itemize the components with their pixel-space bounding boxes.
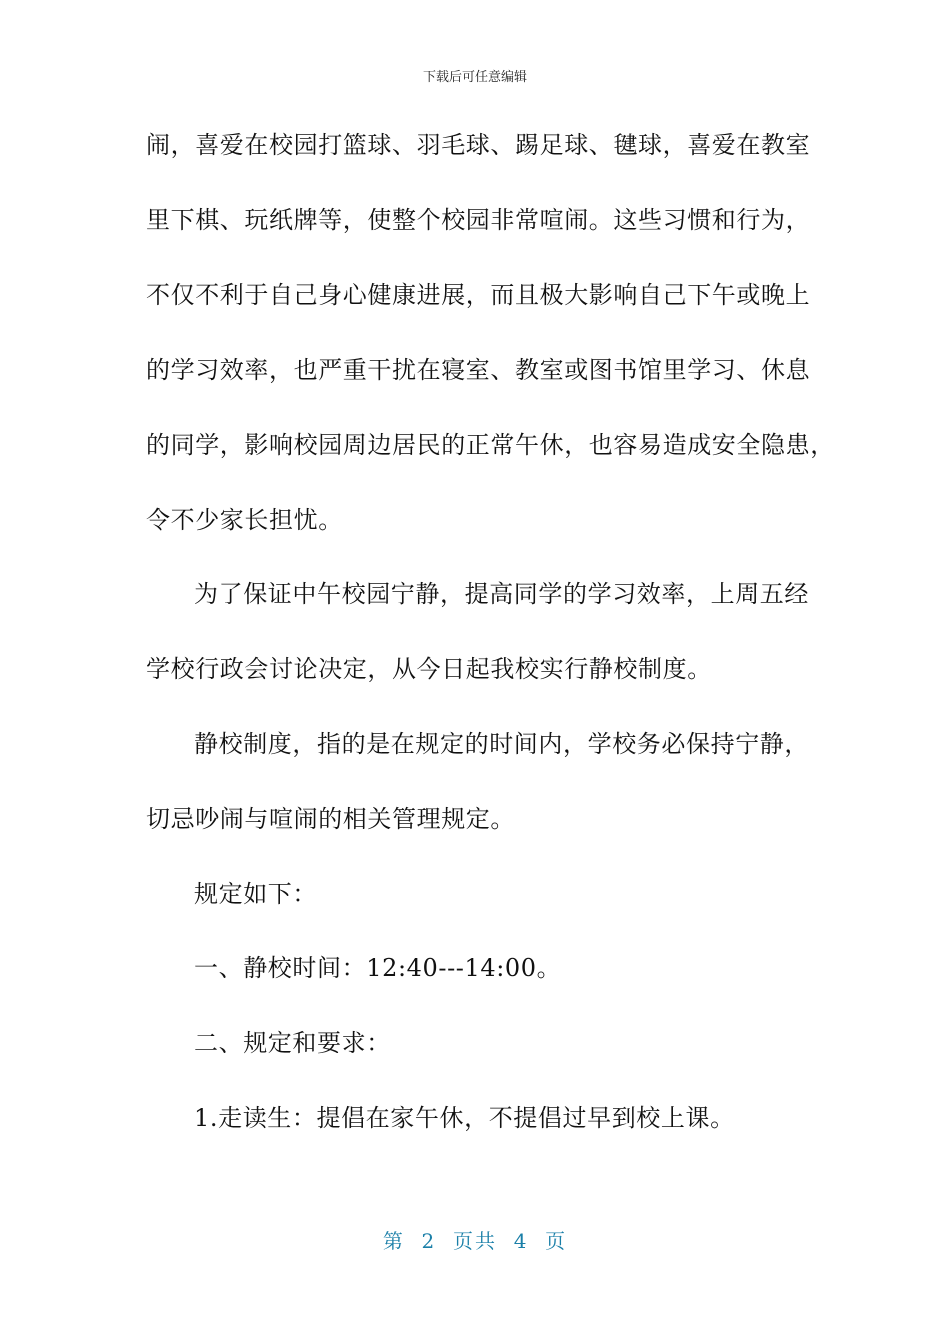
paragraph-start-line: 为了保证中午校园宁静，提高同学的学习效率，上周五经 — [194, 580, 809, 608]
text-line: 学校行政会讨论决定，从今日起我校实行静校制度。 — [146, 655, 712, 683]
text-line: 的同学，影响校园周边居民的正常午休，也容易造成安全隐患， — [146, 431, 835, 459]
text-line: 的学习效率，也严重干扰在寝室、教室或图书馆里学习、休息 — [146, 356, 811, 384]
text-line: 里下棋、玩纸牌等，使整个校园非常喧闹。这些习惯和行为， — [146, 206, 811, 234]
text-line: 闹，喜爱在校园打篮球、羽毛球、踢足球、毽球，喜爱在教室 — [146, 131, 811, 159]
page-number-footer: 第 2 页共 4 页 — [382, 1229, 568, 1253]
text-line: 切忌吵闹与喧闹的相关管理规定。 — [146, 805, 515, 833]
rule-subitem: 1.走读生：提倡在家午休，不提倡过早到校上课。 — [194, 1104, 735, 1132]
page-header: 下载后可任意编辑 — [422, 70, 527, 85]
section-heading: 规定如下： — [194, 880, 317, 908]
rule-item: 二、规定和要求： — [194, 1029, 391, 1057]
text-line: 令不少家长担忧。 — [146, 506, 343, 534]
paragraph-start-line: 静校制度，指的是在规定的时间内，学校务必保持宁静， — [194, 730, 809, 758]
rule-item: 一、静校时间：12:40---14:00。 — [194, 954, 562, 982]
text-line: 不仅不利于自己身心健康进展，而且极大影响自己下午或晚上 — [146, 281, 811, 309]
